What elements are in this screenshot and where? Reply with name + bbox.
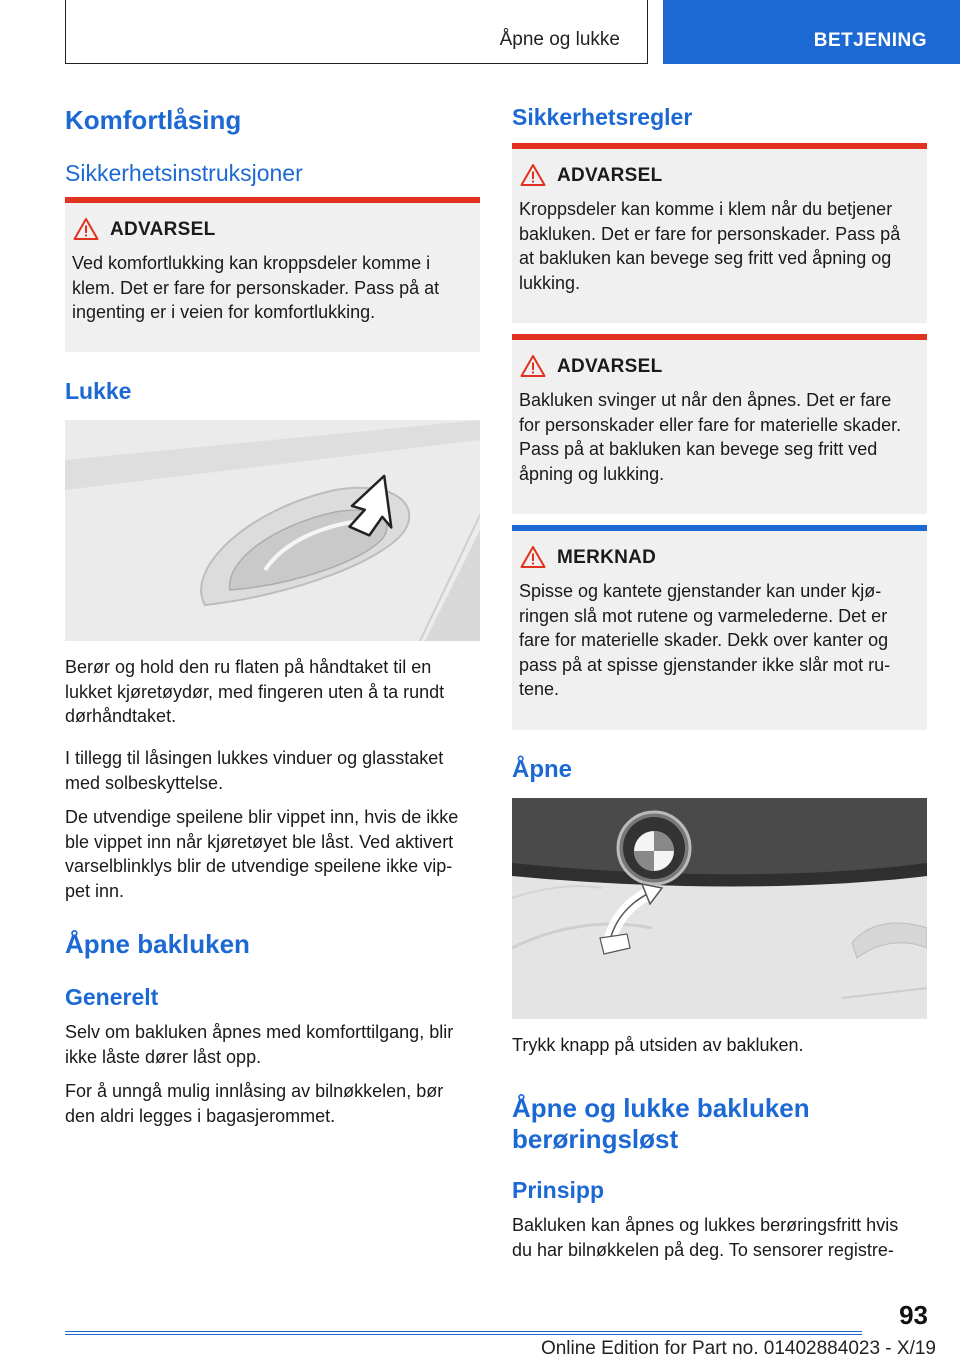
- tailgate-illustration: [512, 798, 927, 1019]
- warning-triangle-icon: [520, 354, 546, 378]
- warning-box-comfort: [65, 197, 480, 352]
- text-line: Pass på at bakluken kan bevege seg fritt ved: [519, 439, 878, 459]
- heading-open-tailgate: Åpne bakluken: [65, 929, 250, 959]
- text-line: pass på at spisse gjenstander ikke slår mot ru-: [519, 654, 891, 675]
- heading-line: berøringsløst: [512, 1124, 679, 1154]
- text-line: ble vippet inn når kjøretøyet ble låst. Ved aktivert: [65, 831, 454, 852]
- text-line: I tillegg til låsingen lukkes vinduer og glasstaket: [65, 748, 444, 768]
- text-line: åpning og lukking.: [519, 463, 665, 484]
- text-line: at bakluken kan bevege seg fritt ved åpning og: [519, 248, 892, 268]
- warning-bar: [512, 143, 927, 149]
- warning-triangle-icon: [520, 545, 546, 569]
- paragraph-close-1: [65, 655, 480, 729]
- footer-rule: [65, 1331, 862, 1332]
- header-section-title: Åpne og lukke: [499, 29, 620, 50]
- text-line: Selv om bakluken åpnes med komforttilgang, blir: [65, 1022, 454, 1042]
- page-number: 93: [899, 1300, 928, 1330]
- heading-open: Åpne: [512, 756, 572, 783]
- text-line: klem. Det er fare for personskader. Pass på at: [72, 277, 440, 298]
- warning-text: [519, 388, 922, 486]
- warning-title: ADVARSEL: [110, 219, 216, 240]
- text-line: fare for materielle skader. Dekk over kanter og: [519, 630, 889, 650]
- paragraph-general-2: [65, 1079, 480, 1128]
- notice-title: MERKNAD: [557, 547, 657, 568]
- text-line: bakluken. Det er fare for personskader. Pass på: [519, 223, 901, 244]
- warning-title: ADVARSEL: [557, 165, 663, 186]
- text-line: Spisse og kantete gjenstander kan under kjø-: [519, 581, 882, 601]
- warning-text: [72, 251, 475, 325]
- warning-bar: [512, 334, 927, 340]
- paragraph-close-2: [65, 746, 480, 795]
- warning-bar: [65, 197, 480, 203]
- warning-box-body-parts: [512, 143, 927, 323]
- heading-safety-rules: Sikkerhetsregler: [512, 104, 693, 130]
- text-line: Kroppsdeler kan komme i klem når du betjener: [519, 199, 893, 219]
- heading-principle: Prinsipp: [512, 1177, 605, 1203]
- heading-line: Åpne og lukke bakluken: [512, 1093, 810, 1123]
- header-tab: [663, 0, 960, 64]
- warning-triangle-icon: [520, 163, 546, 187]
- text-line: pet inn.: [65, 880, 125, 901]
- paragraph-general-1: [65, 1020, 480, 1069]
- heading-close: Lukke: [65, 378, 132, 404]
- text-line: den aldri legges i bagasjerommet.: [65, 1105, 336, 1126]
- text-line: tene.: [519, 679, 560, 699]
- bmw-logo-icon: [618, 812, 690, 884]
- text-line: lukking.: [519, 272, 581, 293]
- text-line: dørhåndtaket.: [65, 706, 177, 726]
- text-line: Bakluken kan åpnes og lukkes berøringsfritt hvis: [512, 1215, 899, 1235]
- heading-comfort-locking: Komfortlåsing: [65, 105, 242, 135]
- text-line: lukket kjøretøydør, med fingeren uten å ta rundt: [65, 681, 445, 702]
- heading-touchless: [512, 1093, 810, 1155]
- tailgate-button-photo: [512, 798, 927, 1019]
- header-tab-label: BETJENING: [813, 30, 927, 51]
- door-handle-photo: [65, 420, 480, 641]
- text-line: varselblinklys blir de utvendige speilene ikke vip-: [65, 856, 453, 876]
- text-line: For å unngå mulig innlåsing av bilnøkkelen, bør: [65, 1081, 444, 1101]
- heading-general: Generelt: [65, 984, 159, 1010]
- text-line: Berør og hold den ru flaten på håndtaket til en: [65, 657, 432, 677]
- heading-safety-instructions: Sikkerhetsinstruksjoner: [65, 160, 303, 186]
- text-line: for personskader eller fare for materielle skader.: [519, 414, 902, 435]
- paragraph-open: Trykk knapp på utsiden av bakluken.: [512, 1035, 804, 1055]
- warning-text: [519, 197, 922, 295]
- notice-text: [519, 579, 922, 702]
- notice-bar: [512, 525, 927, 531]
- footer-edition: Online Edition for Part no. 01402884023 - X/19: [540, 1338, 936, 1359]
- text-line: ringen slå mot rutene og varmelederne. Det er: [519, 605, 888, 626]
- paragraph-close-3: [65, 805, 480, 903]
- header-frame: [65, 0, 648, 64]
- warning-triangle-icon: [73, 217, 99, 241]
- text-line: Bakluken svinger ut når den åpnes. Det er fare: [519, 390, 892, 410]
- text-line: De utvendige speilene blir vippet inn, hvis de ikke: [65, 807, 459, 827]
- door-handle-illustration: [65, 420, 480, 641]
- text-line: du har bilnøkkelen på deg. To sensorer registre-: [512, 1239, 894, 1260]
- footer-rule: [65, 1334, 862, 1335]
- warning-title: ADVARSEL: [557, 356, 663, 377]
- text-line: med solbeskyttelse.: [65, 772, 224, 793]
- text-line: ikke låste dører låst opp.: [65, 1046, 262, 1067]
- paragraph-principle: [512, 1213, 927, 1262]
- notice-box-sharp-objects: [512, 525, 927, 730]
- text-line: ingenting er i veien for komfortlukking.: [72, 302, 376, 322]
- text-line: Ved komfortlukking kan kroppsdeler komme i: [72, 253, 431, 273]
- warning-box-swing: [512, 334, 927, 514]
